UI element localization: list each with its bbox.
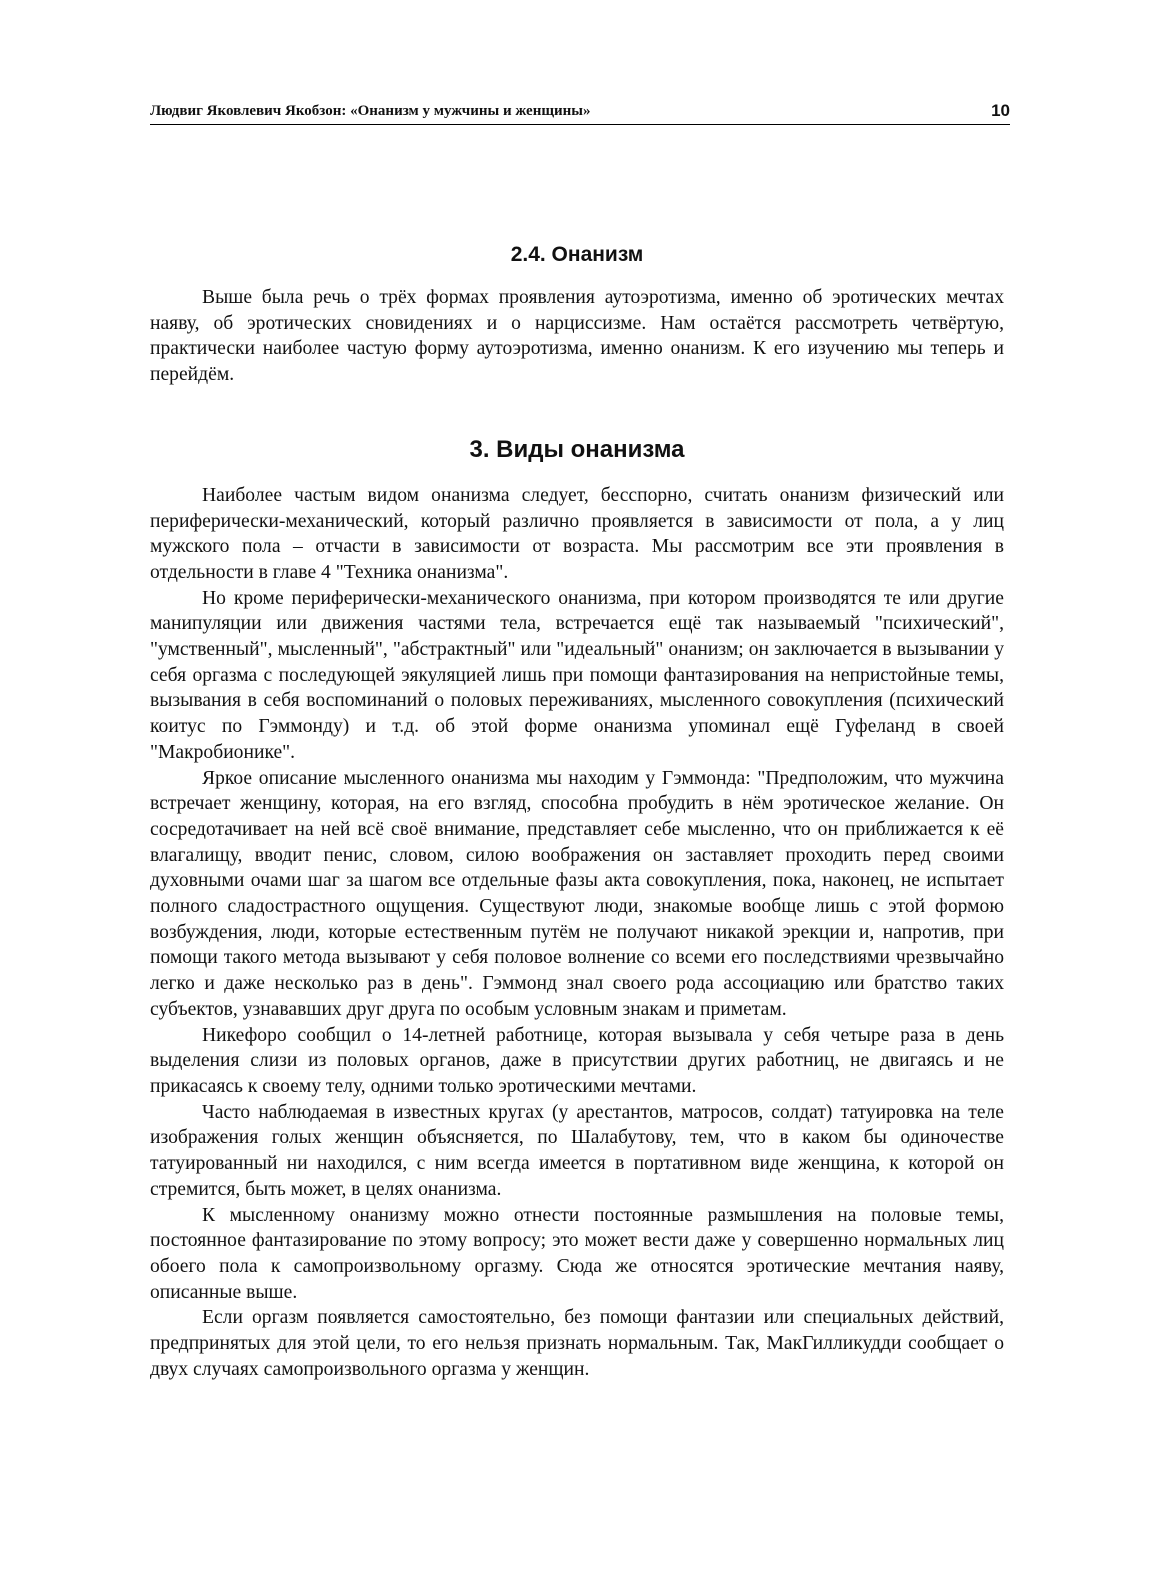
paragraph: Выше была речь о трёх формах проявления аутоэротизма, именно об эротических мечтах наяву, об эротических сновидениях и о нарциссизме. Нам остаётся рассмотреть четвёртую, практически наиболее частую форму аутоэротизма, именно онанизм. К его изучению мы теперь и перейдём. [150,287,1004,386]
page-content [150,241,1004,1382]
running-header [150,96,1010,125]
paragraph: Часто наблюдаемая в известных кругах (у арестантов, матросов, солдат) татуировка на теле изображения голых женщин объясняется, по Шалабутову, тем, что в каком бы одиночестве татуированный ни находился, с ним всегда имеется в портативном виде женщина, к которой он стремится, быть может, в целях онанизма. [150,1101,1004,1200]
paragraph: Яркое описание мысленного онанизма мы находим у Гэммонда: "Предположим, что мужчина встречает женщину, которая, на его взгляд, способна пробудить в нём эротическое желание. Он сосредотачивает на ней всё своё внимание, представляет себе мысленно, что он приближается к её влагалищу, вводит пенис, словом, силою воображения он заставляет проходить перед своими духовными очами шаг за шагом все отдельные фазы акта совокупления, пока, наконец, не испытает полного сладострастного ощущения. Существуют люди, знакомые вообще лишь с этой формою возбуждения, люди, которые естественным путём не получают никакой эрекции и, напротив, при помощи такого метода вызывают у себя половое волнение со всеми его последствиями чрезвычайно легко и даже несколько раз в день". Гэммонд знал своего рода ассоциацию или братство таких субъектов, узнававших друг друга по особым условным знакам и приметам. [150,767,1004,1020]
section-heading-3: 3. Виды онанизма [469,435,685,463]
header-title: Людвиг Яковлевич Якобзон: «Онанизм у мужчины и женщины» [150,103,591,119]
paragraph: К мысленному онанизму можно отнести постоянные размышления на половые темы, постоянное фантазирование по этому вопросу; это может вести даже у совершенно нормальных лиц обоего пола к самопроизвольному оргазму. Сюда же относятся эротические мечтания наяву, описанные выше. [150,1204,1004,1303]
paragraph: Но кроме периферически-механического онанизма, при котором производятся те или другие манипуляции или движения частями тела, встречается ещё так называемый "психический", "умственный", мысленный", "абстрактный" или "идеальный" онанизм; он заключается в вызывании у себя оргазма с последующей эякуляцией лишь при помощи фантазирования на непристойные темы, вызывания в себя воспоминаний о половых переживаниях, мысленного совокупления (психический коитус по Гэммонду) и т.д. об этой форме онанизма упоминал ещё Гуфеланд в своей "Макробионике". [150,587,1004,763]
paragraph: Наиболее частым видом онанизма следует, бесспорно, считать онанизм физический или периферически-механический, который различно проявляется в зависимости от пола, а у лиц мужского пола – отчасти в зависимости от возраста. Мы рассмотрим все эти проявления в отдельности в главе 4 "Техника онанизма". [150,484,1004,583]
page-number: 10 [991,101,1010,120]
paragraph: Если оргазм появляется самостоятельно, без помощи фантазии или специальных действий, предпринятых для этой цели, то его нельзя признать нормальным. Так, МакГилликудди сообщает о двух случаях самопроизвольного оргазма у женщин. [150,1307,1004,1380]
paragraph: Никефоро сообщил о 14-летней работнице, которая вызывала у себя четыре раза в день выделения слизи из половых органов, даже в присутствии других работниц, не двигаясь и не прикасаясь к своему телу, одними только эротическими мечтами. [150,1024,1004,1097]
section-heading-2-4: 2.4. Онанизм [510,243,644,266]
